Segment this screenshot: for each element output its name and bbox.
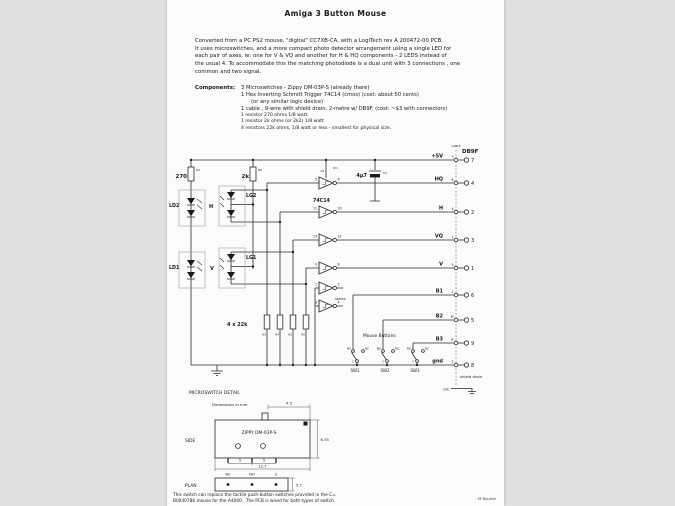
cable-node-HQ bbox=[454, 181, 458, 185]
resistor-body bbox=[264, 315, 270, 329]
resistor-body bbox=[303, 315, 309, 329]
contact-nc bbox=[392, 350, 395, 353]
inverter-triangle bbox=[319, 177, 333, 189]
signal-label-B3: B3 bbox=[435, 336, 443, 343]
switch-side-view bbox=[215, 420, 310, 458]
inverter-triangle bbox=[319, 300, 333, 312]
intro-line: the usual 4. To accommodate this the matching photodiode is a dual unit with 3 connections , one bbox=[195, 61, 461, 68]
pin-name-labels bbox=[225, 473, 277, 477]
db9f-pin-3 bbox=[464, 238, 468, 242]
cable-wire-number-B3: R bbox=[451, 338, 454, 342]
db9f-pin-1 bbox=[464, 266, 468, 270]
resistor-R3 bbox=[262, 183, 270, 365]
ref-R4: R4 bbox=[275, 332, 279, 337]
contact-nc bbox=[362, 350, 365, 353]
dim-width: 12.7 bbox=[258, 464, 267, 469]
footer-line: This switch can replace the tactile push-button switches provided in the C= bbox=[173, 493, 336, 498]
r2-ref: R2 bbox=[258, 168, 262, 172]
cable-node-B2 bbox=[454, 318, 458, 322]
schmitt-inverter-5 bbox=[315, 282, 340, 294]
pin-number-8: 8 bbox=[471, 363, 475, 369]
schematic-generated bbox=[169, 144, 483, 392]
resistor-R4 bbox=[275, 212, 283, 365]
ref-R3: R3 bbox=[262, 332, 266, 337]
r2-value: 2k bbox=[241, 174, 249, 180]
component-item: 3 Microswitches - Zippy DM-03P-S (already there) bbox=[241, 85, 370, 91]
plan-view-label: PLAN bbox=[185, 484, 197, 489]
db9f-pin-4 bbox=[464, 181, 468, 185]
pin-number-7: 7 bbox=[471, 158, 475, 164]
cable-wire-number-VQ: 1 bbox=[451, 235, 454, 239]
schmitt-inverter-4 bbox=[315, 262, 340, 274]
signal-label-gnd: gnd bbox=[432, 358, 443, 365]
spares-label: spares bbox=[335, 297, 346, 301]
cap-ref: C1 bbox=[383, 171, 388, 175]
pin-number-4: 4 bbox=[471, 181, 475, 187]
pin-3: 3 bbox=[314, 300, 317, 305]
cable-node-V bbox=[454, 266, 458, 270]
c-label: C bbox=[382, 359, 385, 364]
author-signature: M Bourke bbox=[478, 496, 496, 501]
switch-label-SW3: SW3 bbox=[410, 368, 420, 373]
inverter-triangle bbox=[319, 206, 333, 218]
v-channel-label: V bbox=[210, 266, 214, 272]
plan-pin-dot bbox=[275, 483, 278, 486]
nc-label: NC bbox=[425, 346, 430, 351]
r1-value: 270 bbox=[175, 174, 187, 180]
signal-row-+5V bbox=[191, 154, 474, 165]
signal-row-B2 bbox=[383, 314, 474, 325]
cable-wire-number-V: 5 bbox=[451, 263, 454, 267]
intro-line: common and two signal. bbox=[195, 68, 262, 75]
capacitor-c1 bbox=[370, 174, 380, 177]
component-item: (or any similar logic device) bbox=[251, 99, 324, 106]
ic-type-label: 74C14 bbox=[313, 199, 330, 204]
component-item: 1 resistor 270 ohms 1/8 watt. bbox=[241, 113, 309, 119]
signal-label-B2: B2 bbox=[435, 313, 443, 320]
resistor-body bbox=[290, 315, 296, 329]
pin-4: 4 bbox=[337, 300, 340, 305]
signal-label-VQ: VQ bbox=[434, 233, 443, 240]
contact-no bbox=[382, 350, 385, 353]
pin-number-5: 5 bbox=[471, 318, 475, 324]
pin-5: 5 bbox=[314, 177, 317, 182]
db9f-pin-5 bbox=[464, 318, 468, 322]
shield-drain-label: shield drain bbox=[460, 374, 483, 379]
cable-wire-number-H: 4 bbox=[451, 207, 454, 211]
dim-pin-spacing: 5 bbox=[262, 458, 266, 463]
cable-node-gnd bbox=[454, 363, 458, 367]
inverter-bubble bbox=[333, 304, 336, 307]
no-label: NO bbox=[346, 346, 351, 351]
inverter-triangle bbox=[319, 282, 333, 294]
signal-label-B1: B1 bbox=[435, 288, 443, 295]
components-heading: Components: bbox=[195, 85, 236, 91]
signal-row-B3 bbox=[413, 337, 474, 348]
signal-row-V bbox=[337, 262, 474, 273]
contact-nc bbox=[422, 350, 425, 353]
no-label: NO bbox=[406, 346, 411, 351]
resistor-R5 bbox=[288, 240, 296, 365]
db9f-pin-9 bbox=[464, 341, 468, 345]
mounting-hole bbox=[236, 444, 241, 449]
cable-node-H bbox=[454, 210, 458, 214]
intro-line: Converted from a PC PS2 mouse, "digital" CC7XB-CA, with a LogiTech rev A 200472-00 PCB. bbox=[195, 38, 444, 44]
signal-row-VQ bbox=[337, 234, 474, 245]
db9f-pin-2 bbox=[464, 210, 468, 214]
pin-14-label: 14 bbox=[320, 169, 324, 173]
ref-R6: R6 bbox=[301, 332, 305, 337]
cap-value: 4μ7 bbox=[356, 173, 367, 179]
component-item: 1 resistor 2k ohms (or 2k2) 1/8 watt bbox=[241, 119, 324, 125]
signal-row-B1 bbox=[353, 289, 474, 300]
resistor-r2 bbox=[250, 167, 256, 181]
nc-label: NC bbox=[395, 346, 400, 351]
resistor-R6 bbox=[301, 268, 309, 365]
schmitt-inverter-1 bbox=[315, 177, 340, 189]
switch-corner-mark bbox=[304, 422, 308, 426]
lg2-label: LG2 bbox=[246, 194, 257, 199]
pin-11: 11 bbox=[312, 206, 317, 211]
cable-node-B3 bbox=[454, 341, 458, 345]
pin-name-NC: NC bbox=[225, 472, 231, 477]
ic1-ref: IC1 bbox=[333, 166, 338, 170]
signal-row-gnd bbox=[191, 359, 474, 370]
dim-height: 6.35 bbox=[320, 437, 329, 442]
contact-no bbox=[352, 350, 355, 353]
page-title: Amiga 3 Button Mouse bbox=[284, 9, 387, 18]
no-label: NO bbox=[376, 346, 381, 351]
pin-6: 6 bbox=[337, 177, 340, 182]
mounting-hole bbox=[261, 444, 266, 449]
switch-label-SW1: SW1 bbox=[350, 368, 360, 373]
r1-ref: R1 bbox=[196, 168, 200, 172]
component-item: 1 cable , 9-wire with shield drain, 2-metre w/ DB9F. (cost: ~$3 with connectors) bbox=[241, 106, 448, 113]
h-channel-label: H bbox=[209, 204, 214, 210]
c-label: C bbox=[352, 359, 355, 364]
resistor-r1 bbox=[188, 167, 194, 181]
schematic-page bbox=[167, 0, 504, 506]
component-item: 4 resistors 22k ohms, 1/8 watt or less - smallest for physical size. bbox=[241, 125, 392, 131]
microswitch-detail bbox=[185, 390, 330, 491]
signal-label-V: V bbox=[439, 261, 443, 268]
dim-pin-spacing: 5 bbox=[238, 458, 242, 463]
pin-13: 13 bbox=[312, 234, 317, 239]
pin-2: 2 bbox=[337, 282, 340, 287]
inverter-bubble bbox=[333, 181, 336, 184]
lg1-label: LG1 bbox=[246, 256, 257, 261]
db9f-pin-6 bbox=[464, 293, 468, 297]
contact-no bbox=[412, 350, 415, 353]
pin-number-3: 3 bbox=[471, 238, 475, 244]
dimensions-note: Dimensions in mm bbox=[212, 402, 248, 407]
pin-number-1: 1 bbox=[471, 266, 475, 272]
signal-row-H bbox=[337, 206, 474, 217]
cable-wire-number-HQ: 6 bbox=[451, 178, 454, 182]
inverter-triangle bbox=[319, 262, 333, 274]
plan-pin-dot bbox=[251, 483, 254, 486]
intro-line: each pair of axes, ie: one for V & VQ and another for H & HQ components - 2 LEDS instead of bbox=[195, 53, 447, 60]
cable-wire-number-gnd: 2 bbox=[451, 360, 454, 364]
pin-9: 9 bbox=[314, 262, 317, 267]
component-item: 1 Hex Inverting Schmitt Trigger 74C14 (cmos) (cost: about 50 cents) bbox=[241, 92, 419, 99]
switch-plunger bbox=[262, 413, 268, 420]
pin-12: 12 bbox=[337, 234, 342, 239]
c-label: C bbox=[412, 359, 415, 364]
signal-label-H: H bbox=[438, 205, 443, 212]
cable-wire-number-B2: M bbox=[450, 315, 454, 319]
pin-number-9: 9 bbox=[471, 341, 475, 347]
inverter-bubble bbox=[333, 266, 336, 269]
r22k-value: 4 x 22k bbox=[227, 322, 248, 328]
plan-pin-dot bbox=[227, 483, 230, 486]
pin-number-2: 2 bbox=[471, 210, 475, 216]
gc-label: G/C bbox=[443, 387, 449, 392]
side-view-label: SIDE bbox=[185, 439, 196, 444]
ld2-label: LD2 bbox=[169, 204, 180, 209]
inverter-bubble bbox=[333, 286, 336, 289]
switch-label-SW2: SW2 bbox=[380, 368, 390, 373]
resistor-body bbox=[277, 315, 283, 329]
signal-label-HQ: HQ bbox=[434, 176, 443, 183]
nc-label: NC bbox=[365, 346, 370, 351]
footer-note bbox=[173, 493, 336, 504]
inverter-triangle bbox=[319, 234, 333, 246]
microswitch-detail-heading: MICROSWITCH DETAIL bbox=[189, 391, 240, 396]
dim-top: 4.5 bbox=[285, 400, 293, 406]
ld1-label: LD1 bbox=[169, 266, 180, 271]
pin-8: 8 bbox=[337, 262, 340, 267]
inverter-bubble bbox=[333, 210, 336, 213]
dim-depth: 5.7 bbox=[296, 483, 302, 488]
pin-name-C: C bbox=[274, 472, 278, 477]
pin-1: 1 bbox=[314, 282, 317, 287]
intro-line: It uses microswitches, and a more compact photo detector arrangement using a single LED for bbox=[195, 45, 452, 52]
cable-node-VQ bbox=[454, 238, 458, 242]
ref-R5: R5 bbox=[288, 332, 292, 337]
pin-10: 10 bbox=[337, 206, 342, 211]
circuit-schematic bbox=[167, 0, 504, 506]
connector-name: DB9F bbox=[462, 149, 479, 155]
cable-node-B1 bbox=[454, 293, 458, 297]
mouse-buttons-label: Mouse Buttons bbox=[363, 334, 396, 339]
inverter-bubble bbox=[333, 238, 336, 241]
footer-line: B0040786 mouse for the A4000 . The PCB is wired for both types of switch. bbox=[173, 498, 336, 504]
db9f-pin-7 bbox=[464, 158, 468, 162]
db9f-pin-8 bbox=[464, 363, 468, 367]
cable-label: CABLE bbox=[451, 144, 461, 148]
microswitch-SW3 bbox=[407, 343, 429, 373]
switch-name-label: ZIPPY DM-03P-S bbox=[241, 431, 277, 436]
cable-wire-number-B1: L bbox=[451, 290, 454, 294]
cable-node-+5V bbox=[454, 158, 458, 162]
pin-name-NO: NO bbox=[249, 472, 255, 477]
pin-number-6: 6 bbox=[471, 293, 475, 299]
signal-label-+5V: +5V bbox=[431, 153, 443, 160]
schmitt-inverter-6 bbox=[315, 300, 340, 312]
cable-wire-number-+5V: 3 bbox=[451, 155, 454, 159]
